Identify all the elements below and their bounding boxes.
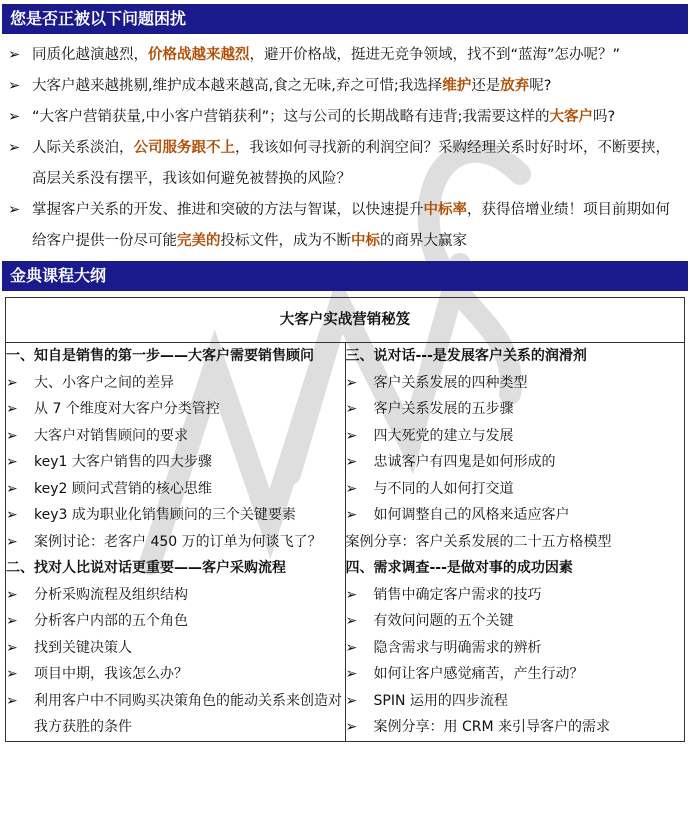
- arrow-bullet-icon: ➢: [345, 719, 358, 735]
- highlight-text: 中标: [351, 233, 380, 249]
- outline-item-text: 大客户对销售顾问的要求: [34, 427, 188, 444]
- highlight-text: 价格战越来越烈: [148, 47, 250, 63]
- arrow-bullet-icon: ➢: [345, 666, 358, 682]
- arrow-bullet-icon: ➢: [345, 427, 358, 444]
- outline-item: [6, 582, 345, 609]
- outline-item: [346, 582, 685, 609]
- problem-text: 的商界大赢家: [380, 233, 467, 249]
- outline-item: [6, 449, 345, 476]
- outline-item-text: key1 大客户销售的四大步骤: [34, 454, 212, 470]
- arrow-bullet-icon: ➢: [345, 480, 358, 497]
- arrow-bullet-icon: ➢: [6, 639, 18, 656]
- outline-item-text: SPIN 运用的四步流程: [373, 692, 508, 709]
- outline-right-column: [345, 343, 685, 742]
- outline-item: [346, 423, 685, 450]
- arrow-bullet-icon: ➢: [6, 586, 18, 603]
- outline-item-text: 分析采购流程及组织结构: [34, 586, 188, 603]
- problem-item: [8, 71, 680, 102]
- arrow-bullet-icon: ➢: [345, 639, 358, 656]
- outline-item-text: 客户关系发展的四种类型: [373, 374, 528, 391]
- arrow-bullet-icon: ➢: [8, 109, 21, 125]
- outline-item-text: 大、小客户之间的差异: [34, 374, 174, 391]
- arrow-bullet-icon: ➢: [6, 454, 18, 470]
- problem-item: [8, 195, 680, 257]
- outline-item: [346, 449, 685, 476]
- outline-case-item: 案例分享：客户关系发展的二十五方格模型: [345, 533, 612, 550]
- outline-module-heading: 三、说对话---是发展客户关系的润滑剂: [345, 348, 587, 364]
- arrow-bullet-icon: ➢: [345, 507, 358, 523]
- outline-item-text: 四大死党的建立与发展: [373, 427, 514, 444]
- problem-text: ，避开价格战，挺进无竞争领域，找不到“蓝海”怎办呢？”: [249, 47, 621, 63]
- arrow-bullet-icon: ➢: [6, 533, 18, 550]
- outline-item-text: 如何让客户感觉痛苦，产生行动？: [373, 666, 584, 682]
- outline-item-text: 案例讨论：老客户 450 万的订单为何谈飞了？: [34, 533, 322, 550]
- arrow-bullet-icon: ➢: [345, 374, 358, 391]
- highlight-text: 公司服务跟不上: [133, 140, 235, 156]
- problem-text: 掌握客户关系的开发、推进和突破的方法与智谋，以快速提升: [32, 202, 424, 218]
- arrow-bullet-icon: ➢: [6, 507, 18, 523]
- outline-item-text: 项目中期，我该怎么办？: [34, 666, 188, 682]
- problem-text: 吗?: [593, 109, 616, 125]
- arrow-bullet-icon: ➢: [345, 454, 358, 470]
- arrow-bullet-icon: ➢: [6, 480, 18, 497]
- problem-text: 大客户越来越挑剔,维护成本越来越高,食之无味,弃之可惜;我选择: [32, 78, 443, 94]
- outline-item-text: key3 成为职业化销售顾问的三个关键要素: [34, 507, 296, 523]
- outline-left-column: [6, 343, 346, 742]
- arrow-bullet-icon: ➢: [6, 692, 18, 709]
- outline-item: [6, 502, 345, 529]
- outline-module-heading: 二、找对人比说对话更重要——客户采购流程: [6, 560, 286, 576]
- outline-item: [6, 396, 345, 423]
- highlight-text: 完美的: [177, 233, 221, 249]
- problem-list: [0, 34, 690, 257]
- arrow-bullet-icon: ➢: [8, 202, 21, 218]
- outline-item-text: 如何调整自己的风格来适应客户: [373, 507, 570, 523]
- outline-item: [346, 396, 685, 423]
- outline-item-text: 从 7 个维度对大客户分类管控: [34, 401, 220, 417]
- outline-item: [346, 370, 685, 397]
- arrow-bullet-icon: ➢: [6, 374, 18, 391]
- outline-item-text: 与不同的人如何打交道: [373, 480, 514, 497]
- highlight-text: 放弃: [500, 78, 530, 94]
- outline-item: [6, 476, 345, 503]
- problem-text: ，获得倍增业绩！项目前期如何给客户提供一份尽可能: [32, 202, 670, 249]
- outline-item-text: 忠诚客户有四鬼是如何形成的: [373, 454, 556, 470]
- course-outline-table: [5, 297, 685, 742]
- arrow-bullet-icon: ➢: [345, 692, 358, 709]
- outline-item: [346, 502, 685, 529]
- outline-item: [346, 688, 685, 715]
- outline-item-text: 客户关系发展的五步骤: [373, 401, 514, 417]
- problem-item: [8, 40, 680, 71]
- outline-module-heading: 四、需求调查---是做对事的成功因素: [345, 560, 573, 576]
- outline-item-text: 分析客户内部的五个角色: [34, 613, 188, 629]
- outline-item-text: 有效问问题的五个关键: [373, 613, 514, 629]
- problem-text: 投标文件，成为不断: [220, 233, 351, 249]
- problem-text: 人际关系淡泊，: [32, 140, 134, 156]
- problem-item: [8, 133, 680, 195]
- section-header-outline: 金典课程大纲: [2, 261, 688, 291]
- outline-item: [6, 608, 345, 635]
- outline-item-text: 案例分享：用 CRM 来引导客户的需求: [373, 719, 610, 735]
- problem-text: 还是: [471, 78, 501, 94]
- outline-item: [346, 661, 685, 688]
- arrow-bullet-icon: ➢: [8, 140, 21, 156]
- outline-item-text: 利用客户中不同购买决策角色的能动关系来创造对我方获胜的条件: [34, 692, 342, 735]
- problem-item: [8, 102, 680, 133]
- outline-module-heading: 一、知自是销售的第一步——大客户需要销售顾问: [6, 348, 314, 364]
- outline-item-text: 销售中确定客户需求的技巧: [373, 586, 542, 603]
- outline-item: [6, 423, 345, 450]
- outline-item: [6, 688, 345, 741]
- outline-item: [346, 714, 685, 741]
- outline-item: [6, 635, 345, 662]
- problem-text: ，我该如何寻找新的利润空间？采购经理关系时好时坏，不断要挟，高层关系没有摆平，我该如何避免被替换的风险？: [32, 140, 670, 187]
- arrow-bullet-icon: ➢: [6, 613, 18, 629]
- outline-item-text: 找到关键决策人: [34, 639, 132, 656]
- outline-item-text: 隐含需求与明确需求的辨析: [373, 639, 542, 656]
- arrow-bullet-icon: ➢: [8, 47, 21, 63]
- highlight-text: 中标率: [423, 202, 467, 218]
- highlight-text: 维护: [442, 78, 472, 94]
- problem-text: “大客户营销获量,中小客户营销获利”；这与公司的长期战略有违背;我需要这样的: [32, 109, 550, 125]
- section-header-problems: 您是否正被以下问题困扰: [2, 4, 688, 34]
- outline-item: [346, 476, 685, 503]
- arrow-bullet-icon: ➢: [345, 401, 358, 417]
- arrow-bullet-icon: ➢: [6, 666, 18, 682]
- outline-item: [6, 661, 345, 688]
- arrow-bullet-icon: ➢: [6, 427, 18, 444]
- problem-text: 同质化越演越烈，: [32, 47, 148, 63]
- outline-item: [346, 635, 685, 662]
- outline-item: [6, 370, 345, 397]
- outline-item: [6, 529, 345, 556]
- problem-text: 呢?: [529, 78, 552, 94]
- highlight-text: 大客户: [549, 109, 594, 125]
- arrow-bullet-icon: ➢: [345, 586, 358, 603]
- arrow-bullet-icon: ➢: [6, 401, 18, 417]
- outline-table-title: 大客户实战营销秘笈: [6, 298, 685, 343]
- outline-item-text: key2 顾问式营销的核心思维: [34, 480, 212, 497]
- outline-item: [346, 608, 685, 635]
- arrow-bullet-icon: ➢: [8, 78, 21, 94]
- arrow-bullet-icon: ➢: [345, 613, 358, 629]
